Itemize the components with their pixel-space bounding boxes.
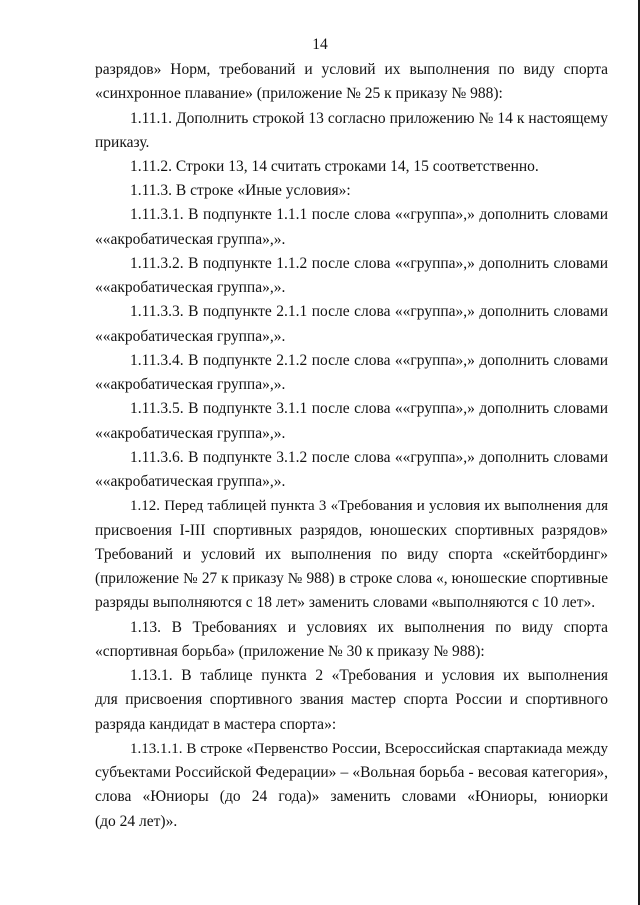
text-line: 1.12. Перед таблицей пункта 3 «Требования и условия их выполнения для (130, 498, 608, 514)
text-line: 1.13.1.1. В строке «Первенство России, Всероссийская спартакиада между (130, 741, 608, 757)
text-line: Требований и условий их выполнения по виду спорта «скейтбординг» (95, 546, 608, 563)
text-line: 1.11.3.2. В подпункте 1.1.2 после слова ««группа»,» дополнить словами (130, 255, 608, 272)
text-line: для присвоения спортивного звания мастер спорта России и спортивного (95, 691, 608, 708)
text-line: ««акробатическая группа»,». (95, 376, 286, 393)
text-line: 1.11.3.6. В подпункте 3.1.2 после слова ««группа»,» дополнить словами (130, 449, 608, 466)
text-line: (до 24 лет)». (95, 813, 178, 830)
text-line: ««акробатическая группа»,». (95, 328, 286, 345)
text-line: разряды выполняются с 18 лет» заменить словами «выполняются с 10 лет». (95, 594, 596, 611)
text-line: субъектами Российской Федерации» – «Вольная борьба - весовая категория», (95, 764, 608, 781)
text-line: «синхронное плавание» (приложение № 25 к приказу № 988): (95, 85, 503, 102)
text-line: 1.11.3.4. В подпункте 2.1.2 после слова ««группа»,» дополнить словами (130, 352, 608, 369)
text-line: 1.11.1. Дополнить строкой 13 согласно приложению № 14 к настоящему (130, 110, 608, 127)
text-line: приказу. (95, 134, 150, 151)
text-line: 1.11.3.1. В подпункте 1.1.1 после слова ««группа»,» дополнить словами (130, 206, 608, 223)
text-line: 1.13. В Требованиях и условиях их выполнения по виду спорта (130, 619, 608, 636)
text-line: разряда кандидат в мастера спорта»: (95, 716, 337, 733)
text-line: ««акробатическая группа»,». (95, 473, 286, 490)
text-line: 1.11.3. В строке «Иные условия»: (130, 182, 351, 199)
text-line: 1.13.1. В таблице пункта 2 «Требования и условия их выполнения (130, 667, 608, 684)
text-line: 1.11.3.5. В подпункте 3.1.1 после слова ««группа»,» дополнить словами (130, 400, 608, 417)
text-line: ««акробатическая группа»,». (95, 279, 286, 296)
text-line: «спортивная борьба» (приложение № 30 к приказу № 988): (95, 643, 485, 660)
text-line: 1.11.2. Строки 13, 14 считать строками 14, 15 соответственно. (130, 158, 539, 175)
text-line: ««акробатическая группа»,». (95, 231, 286, 248)
page-number: 14 (312, 36, 328, 53)
text-line: (приложение № 27 к приказу № 988) в строке слова «, юношеские спортивные (95, 570, 608, 587)
text-line: присвоения I-III спортивных разрядов, юношеских спортивных разрядов» (95, 522, 608, 539)
text-line: 1.11.3.3. В подпункте 2.1.1 после слова ««группа»,» дополнить словами (130, 303, 608, 320)
text-line: ««акробатическая группа»,». (95, 425, 286, 442)
text-line: слова «Юниоры (до 24 года)» заменить словами «Юниоры, юниорки (95, 788, 608, 805)
text-line: разрядов» Норм, требований и условий их выполнения по виду спорта (95, 61, 608, 78)
